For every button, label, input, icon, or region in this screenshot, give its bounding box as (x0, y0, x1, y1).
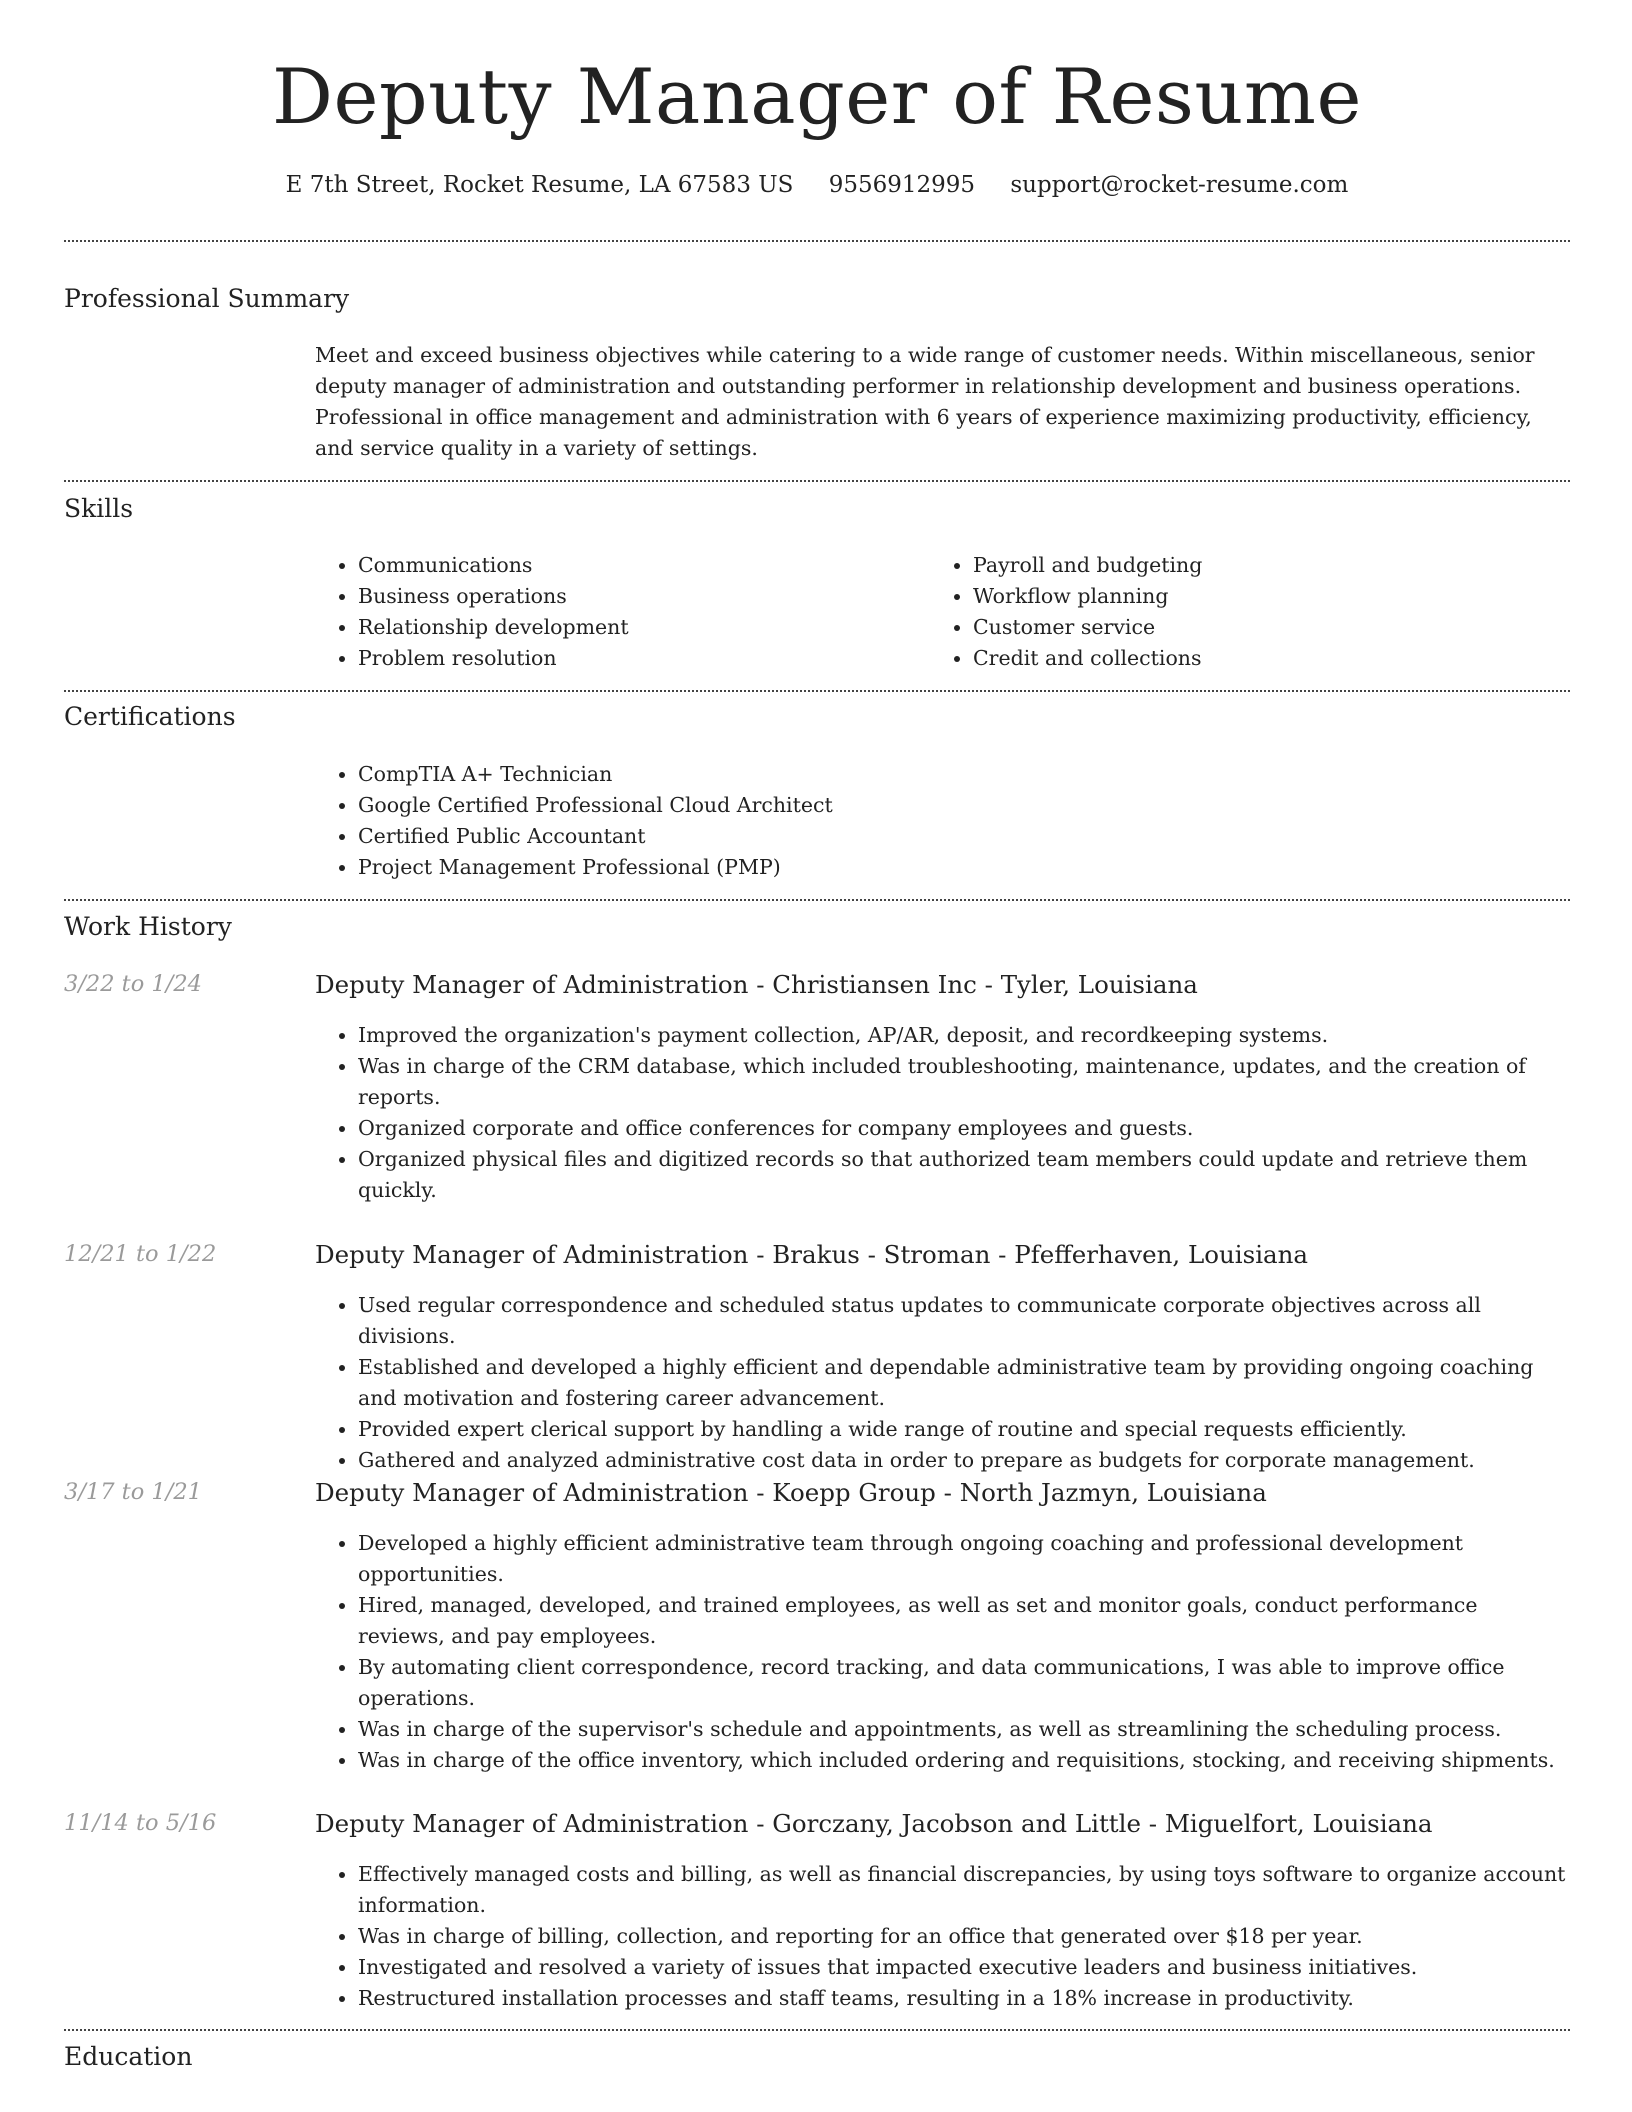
contact-line (64, 172, 1570, 198)
skills-list (315, 550, 1570, 674)
job-heading: Deputy Manager of Administration - Brakus - Stroman - Pfefferhaven, Louisiana (315, 1240, 1309, 1269)
duty-item: • Hired, managed, developed, and trained employees, as well as set and monitor goals, conduct performance reviews, and pay employees. (358, 1590, 1570, 1652)
duty-item: • Developed a highly efficient administrative team through ongoing coaching and professional development opportunities. (358, 1528, 1570, 1590)
duty-item: • By automating client correspondence, record tracking, and data communications, I was able to improve office operations. (358, 1652, 1570, 1714)
divider (64, 690, 1570, 692)
duty-item: • Used regular correspondence and scheduled status updates to communicate corporate objectives across all divisions. (358, 1290, 1570, 1352)
certification-item: • CompTIA A+ Technician (358, 759, 1570, 790)
education-heading: Education (64, 2042, 193, 2071)
duty-item: • Organized corporate and office conferences for company employees and guests. (358, 1113, 1570, 1144)
divider (64, 2029, 1570, 2031)
duty-item: • Provided expert clerical support by handling a wide range of routine and special requests efficiently. (358, 1414, 1570, 1445)
divider (64, 480, 1570, 482)
skill-item: • Communications (358, 550, 930, 581)
resume-page (64, 0, 1570, 2112)
duty-item: • Restructured installation processes and staff teams, resulting in a 18% increase in productivity. (358, 1983, 1570, 2014)
job-heading: Deputy Manager of Administration - Koepp Group - North Jazmyn, Louisiana (315, 1478, 1267, 1507)
job-dates: 11/14 to 5/16 (64, 1810, 217, 1836)
job-dates: 3/17 to 1/21 (64, 1479, 202, 1505)
duty-item: • Organized physical files and digitized records so that authorized team members could update and retrieve them quickly. (358, 1144, 1570, 1206)
duty-item: • Investigated and resolved a variety of issues that impacted executive leaders and business initiatives. (358, 1952, 1570, 1983)
skills-heading: Skills (64, 494, 134, 523)
job-duties (315, 1020, 1570, 1206)
contact-phone: 9556912995 (828, 172, 976, 198)
duty-item: • Was in charge of the supervisor's schedule and appointments, as well as streamlining the scheduling process. (358, 1714, 1570, 1745)
duty-item: • Effectively managed costs and billing, as well as financial discrepancies, by using toys software to organize account information. (358, 1859, 1570, 1921)
divider (64, 899, 1570, 901)
duty-item: • Established and developed a highly efficient and dependable administrative team by providing ongoing coaching and motivation and fostering career advancement. (358, 1352, 1570, 1414)
certification-item: • Google Certified Professional Cloud Architect (358, 790, 1570, 821)
duty-item: • Gathered and analyzed administrative cost data in order to prepare as budgets for corporate management. (358, 1445, 1570, 1476)
work-history-heading: Work History (64, 912, 232, 941)
duty-item: • Improved the organization's payment collection, AP/AR, deposit, and recordkeeping systems. (358, 1020, 1570, 1051)
job-duties (315, 1290, 1570, 1476)
skills-column-right (930, 550, 1545, 674)
skill-item: • Payroll and budgeting (973, 550, 1545, 581)
skills-column-left (315, 550, 930, 674)
contact-email: support@rocket-resume.com (1010, 172, 1349, 198)
summary-heading: Professional Summary (64, 284, 350, 313)
resume-name: Deputy Manager of Resume (272, 52, 1362, 141)
job-duties (315, 1528, 1570, 1776)
skill-item: • Problem resolution (358, 643, 930, 674)
certifications-heading: Certifications (64, 702, 236, 731)
job-heading: Deputy Manager of Administration - Gorczany, Jacobson and Little - Miguelfort, Louisiana (315, 1809, 1433, 1838)
job-dates: 3/22 to 1/24 (64, 971, 202, 997)
job-heading: Deputy Manager of Administration - Christiansen Inc - Tyler, Louisiana (315, 970, 1198, 999)
skill-item: • Business operations (358, 581, 930, 612)
job-dates: 12/21 to 1/22 (64, 1241, 217, 1267)
certifications-list (315, 759, 1570, 883)
divider (64, 240, 1570, 242)
job-duties (315, 1859, 1570, 2014)
duty-item: • Was in charge of the CRM database, which included troubleshooting, maintenance, updates, and the creation of reports. (358, 1051, 1570, 1113)
duty-item: • Was in charge of the office inventory, which included ordering and requisitions, stocking, and receiving shipments. (358, 1745, 1570, 1776)
certification-item: • Project Management Professional (PMP) (358, 852, 1570, 883)
skill-item: • Relationship development (358, 612, 930, 643)
skill-item: • Credit and collections (973, 643, 1545, 674)
skill-item: • Workflow planning (973, 581, 1545, 612)
duty-item: • Was in charge of billing, collection, and reporting for an office that generated over $18 per year. (358, 1921, 1570, 1952)
skill-item: • Customer service (973, 612, 1545, 643)
certification-item: • Certified Public Accountant (358, 821, 1570, 852)
contact-address: E 7th Street, Rocket Resume, LA 67583 US (285, 172, 794, 198)
summary-text: Meet and exceed business objectives while catering to a wide range of customer needs. Within miscellaneous, senior deputy manager of administration and outstanding performer in relationship development and business operations. Professional in office management and administration with 6 years of experience maximizing productivity, efficiency, and service quality in a variety of settings. (315, 343, 1535, 460)
